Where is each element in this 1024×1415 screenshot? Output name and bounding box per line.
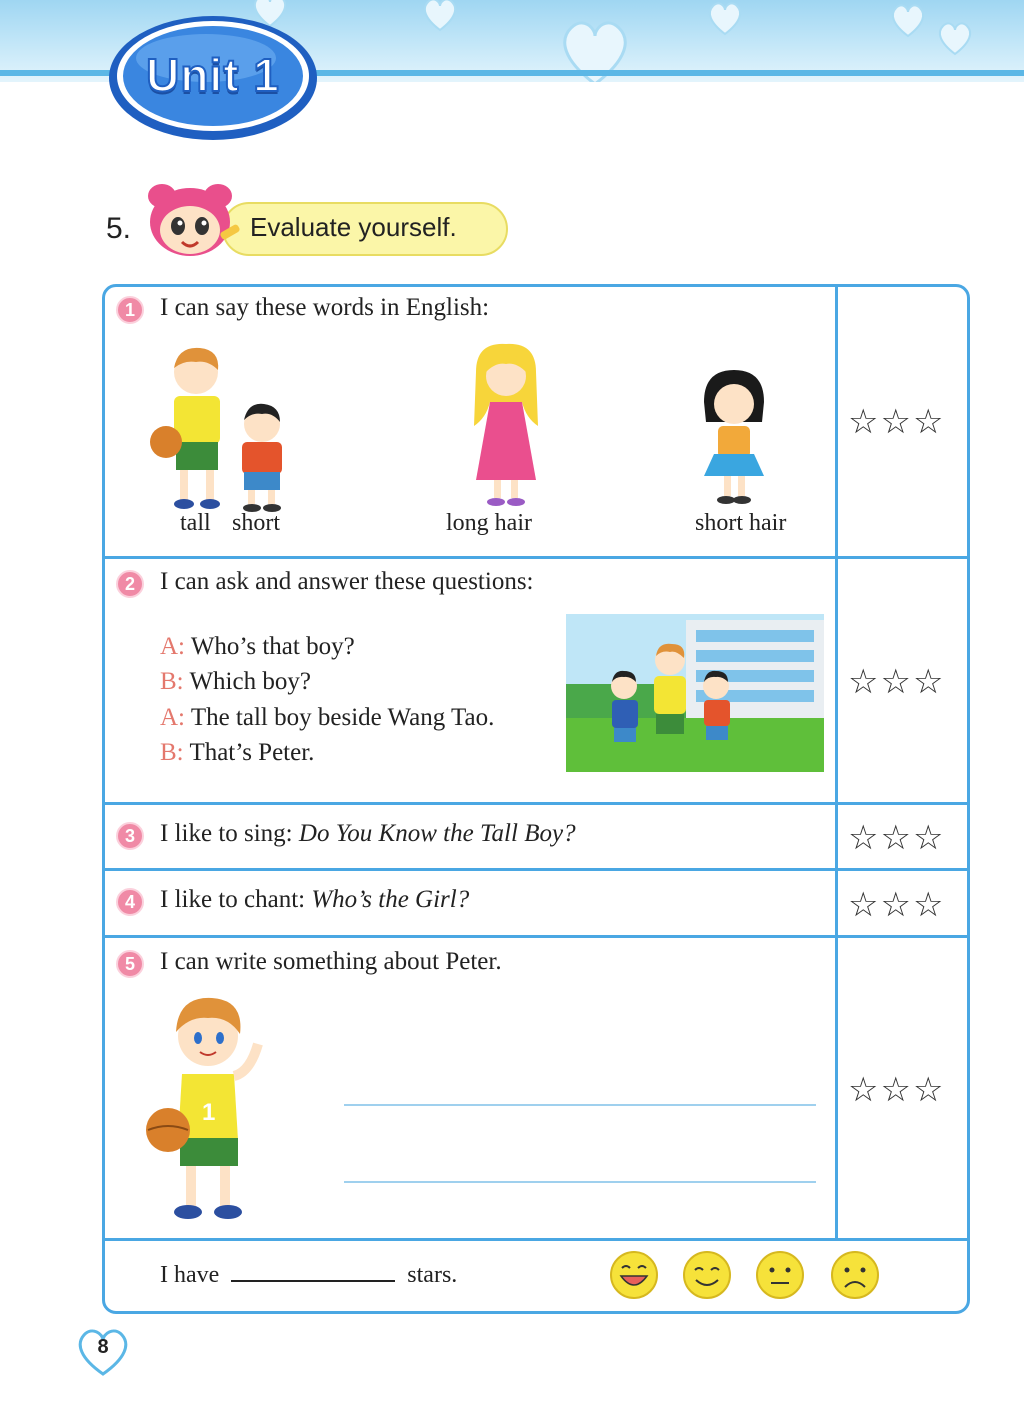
star-rating-4[interactable]: ☆☆☆ xyxy=(848,885,946,925)
row-1-text: I can say these words in English: xyxy=(160,294,490,321)
instruction-text: Evaluate yourself. xyxy=(250,212,457,242)
dialog-text: Which boy? xyxy=(189,668,311,695)
page-number: 8 xyxy=(97,1336,109,1358)
row-number-2: 2 xyxy=(116,570,144,598)
writing-line[interactable] xyxy=(344,1104,816,1106)
row-number-4: 4 xyxy=(116,888,144,916)
dialog-line xyxy=(160,633,355,661)
heart-icon xyxy=(705,0,745,38)
schoolyard-scene-illustration xyxy=(566,614,824,772)
column-divider xyxy=(835,286,838,1240)
dialog-line xyxy=(160,668,311,696)
row-5-text: I can write something about Peter. xyxy=(160,948,502,975)
laughing-face-icon[interactable] xyxy=(609,1250,659,1300)
dialog-text: The tall boy beside Wang Tao. xyxy=(190,704,495,731)
short-hair-girl-illustration xyxy=(692,366,776,510)
row-divider xyxy=(102,935,970,938)
heart-icon xyxy=(935,18,975,58)
chant-title: Who’s the Girl? xyxy=(311,886,470,913)
dialog-text: That’s Peter. xyxy=(189,739,315,766)
row-divider xyxy=(102,868,970,871)
dialog-text: Who’s that boy? xyxy=(190,633,355,660)
speaker-label: B: xyxy=(160,739,184,766)
summary-line xyxy=(160,1262,457,1289)
tall-short-boys-illustration xyxy=(148,346,308,514)
row-2-text: I can ask and answer these questions: xyxy=(160,568,534,595)
neutral-face-icon[interactable] xyxy=(755,1250,805,1300)
row-divider xyxy=(102,1238,970,1241)
row-3-text xyxy=(160,820,576,848)
caption-short: short xyxy=(232,510,280,536)
sad-face-icon[interactable] xyxy=(830,1250,880,1300)
speaker-label: B: xyxy=(160,668,184,695)
exercise-number: 5. xyxy=(106,212,132,245)
row-divider xyxy=(102,802,970,805)
long-hair-girl-illustration xyxy=(466,342,546,510)
row-number-5: 5 xyxy=(116,950,144,978)
mascot-icon xyxy=(140,178,240,264)
star-rating-5[interactable]: ☆☆☆ xyxy=(848,1070,946,1110)
row-number-1: 1 xyxy=(116,296,144,324)
row-4-text xyxy=(160,886,469,914)
star-rating-1[interactable]: ☆☆☆ xyxy=(848,402,946,442)
caption-tall: tall xyxy=(180,510,211,536)
star-count-blank[interactable] xyxy=(231,1262,395,1282)
star-rating-3[interactable]: ☆☆☆ xyxy=(848,818,946,858)
row-divider xyxy=(102,556,970,559)
dialog-line xyxy=(160,739,314,767)
heart-icon xyxy=(888,0,928,40)
writing-line[interactable] xyxy=(344,1181,816,1183)
row-3-prefix: I like to sing: xyxy=(160,820,293,847)
row-4-prefix: I like to chant: xyxy=(160,886,306,913)
song-title: Do You Know the Tall Boy? xyxy=(298,820,576,847)
caption-short-hair: short hair xyxy=(695,510,787,536)
smiling-face-icon[interactable] xyxy=(682,1250,732,1300)
svg-text:1: 1 xyxy=(202,1099,216,1126)
speaker-label: A: xyxy=(160,704,185,731)
speaker-label: A: xyxy=(160,633,185,660)
star-rating-2[interactable]: ☆☆☆ xyxy=(848,662,946,702)
row-number-3: 3 xyxy=(116,822,144,850)
caption-long-hair: long hair xyxy=(446,510,532,536)
dialog-line xyxy=(160,704,494,732)
peter-illustration xyxy=(146,992,280,1224)
unit-title: Unit 1 xyxy=(146,49,280,101)
heart-icon xyxy=(420,0,460,34)
summary-suffix: stars. xyxy=(407,1262,458,1288)
summary-prefix: I have xyxy=(160,1262,220,1288)
